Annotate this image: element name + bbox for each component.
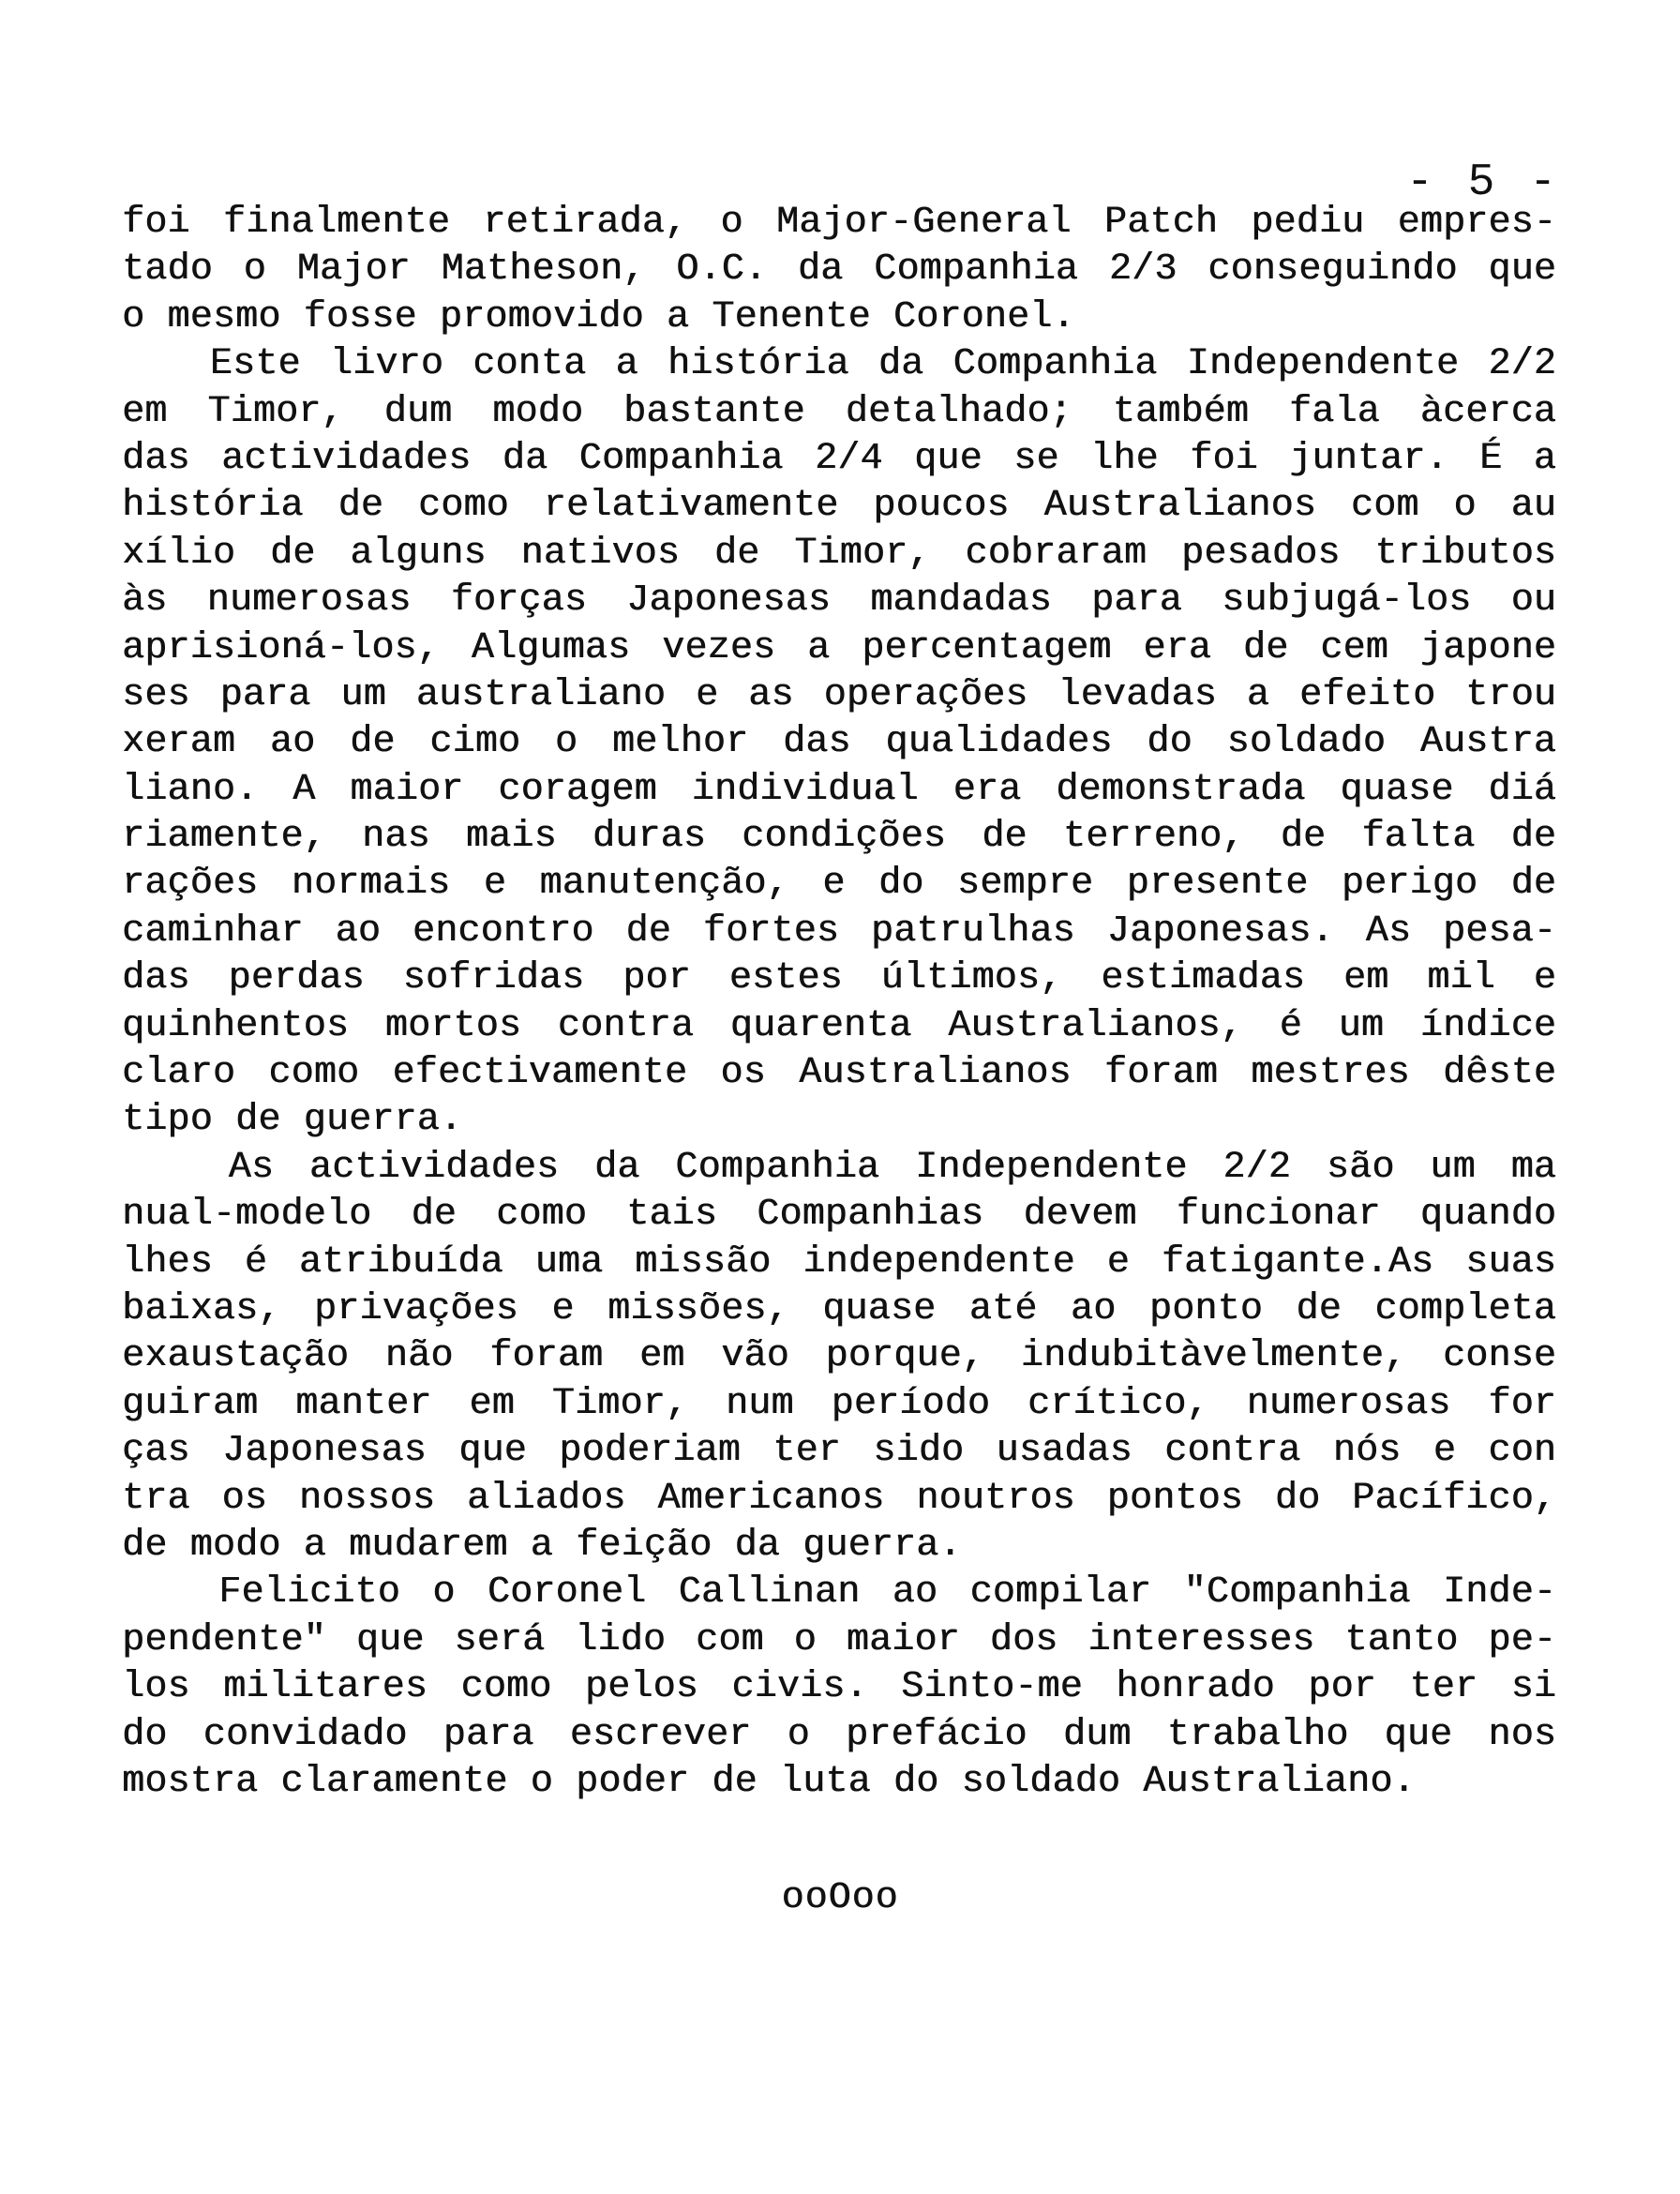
text-line: ças Japonesas que poderiam ter sido usadas contra nós e con bbox=[122, 1430, 1556, 1473]
text-line: tado o Major Matheson, O.C. da Companhia 2/3 conseguindo que bbox=[122, 248, 1556, 292]
text-line: baixas, privações e missões, quase até ao ponto de completa bbox=[122, 1287, 1556, 1330]
text-line: aprisioná-los, Algumas vezes a percentagem era de cem japone bbox=[122, 626, 1556, 669]
text-line: xeram ao de cimo o melhor das qualidades do soldado Austra bbox=[122, 721, 1556, 764]
text-line: caminhar ao encontro de fortes patrulhas Japonesas. As pesa- bbox=[122, 909, 1556, 953]
text-line: liano. A maior coragem individual era demonstrada quase diá bbox=[122, 768, 1556, 811]
text-line: em Timor, dum modo bastante detalhado; também fala àcerca bbox=[122, 390, 1556, 433]
text-line: Este livro conta a história da Companhia Independente 2/2 bbox=[122, 343, 1556, 386]
text-line: As actividades da Companhia Independente 2/2 são um ma bbox=[122, 1146, 1556, 1189]
text-line: Felicito o Coronel Callinan ao compilar "Companhia Inde- bbox=[122, 1571, 1556, 1615]
text-line: tipo de guerra. bbox=[122, 1099, 463, 1142]
text-line: claro como efectivamente os Australianos foram mestres dêste bbox=[122, 1052, 1556, 1095]
document-body bbox=[122, 200, 1556, 1806]
closing-ornament: ooOoo bbox=[781, 1877, 899, 1919]
page-number: - 5 - bbox=[1406, 158, 1561, 208]
text-line: do convidado para escrever o prefácio dum trabalho que nos bbox=[122, 1713, 1556, 1756]
text-line: lhes é atribuída uma missão independente e fatigante.As suas bbox=[122, 1240, 1556, 1284]
text-line: das actividades da Companhia 2/4 que se lhe foi juntar. É a bbox=[122, 437, 1556, 480]
text-line: o mesmo fosse promovido a Tenente Coronel. bbox=[122, 295, 1075, 338]
text-line: foi finalmente retirada, o Major-General Patch pediu empres- bbox=[122, 202, 1556, 244]
text-line: rações normais e manutenção, e do sempre presente perigo de bbox=[122, 863, 1556, 906]
text-line: guiram manter em Timor, num período crítico, numerosas for bbox=[122, 1382, 1556, 1425]
text-line: das perdas sofridas por estes últimos, estimadas em mil e bbox=[122, 957, 1556, 1000]
text-line: quinhentos mortos contra quarenta Australianos, é um índice bbox=[122, 1004, 1556, 1047]
text-line: nual-modelo de como tais Companhias devem funcionar quando bbox=[122, 1194, 1556, 1237]
text-line: mostra claramente o poder de luta do soldado Australiano. bbox=[122, 1760, 1416, 1803]
text-line: de modo a mudarem a feição da guerra. bbox=[122, 1524, 962, 1567]
text-line: às numerosas forças Japonesas mandadas para subjugá-los ou bbox=[122, 579, 1556, 623]
text-line: riamente, nas mais duras condições de terreno, de falta de bbox=[122, 816, 1556, 859]
text-line: história de como relativamente poucos Australianos com o au bbox=[122, 485, 1556, 528]
text-line: tra os nossos aliados Americanos noutros pontos do Pacífico, bbox=[122, 1477, 1556, 1520]
text-line: ses para um australiano e as operações levadas a efeito trou bbox=[122, 673, 1556, 716]
text-line: xílio de alguns nativos de Timor, cobraram pesados tributos bbox=[122, 532, 1556, 575]
text-line: los militares como pelos civis. Sinto-me honrado por ter si bbox=[122, 1666, 1556, 1709]
text-line: exaustação não foram em vão porque, indubitàvelmente, conse bbox=[122, 1335, 1556, 1378]
text-line: pendente" que será lido com o maior dos interesses tanto pe- bbox=[122, 1618, 1556, 1661]
